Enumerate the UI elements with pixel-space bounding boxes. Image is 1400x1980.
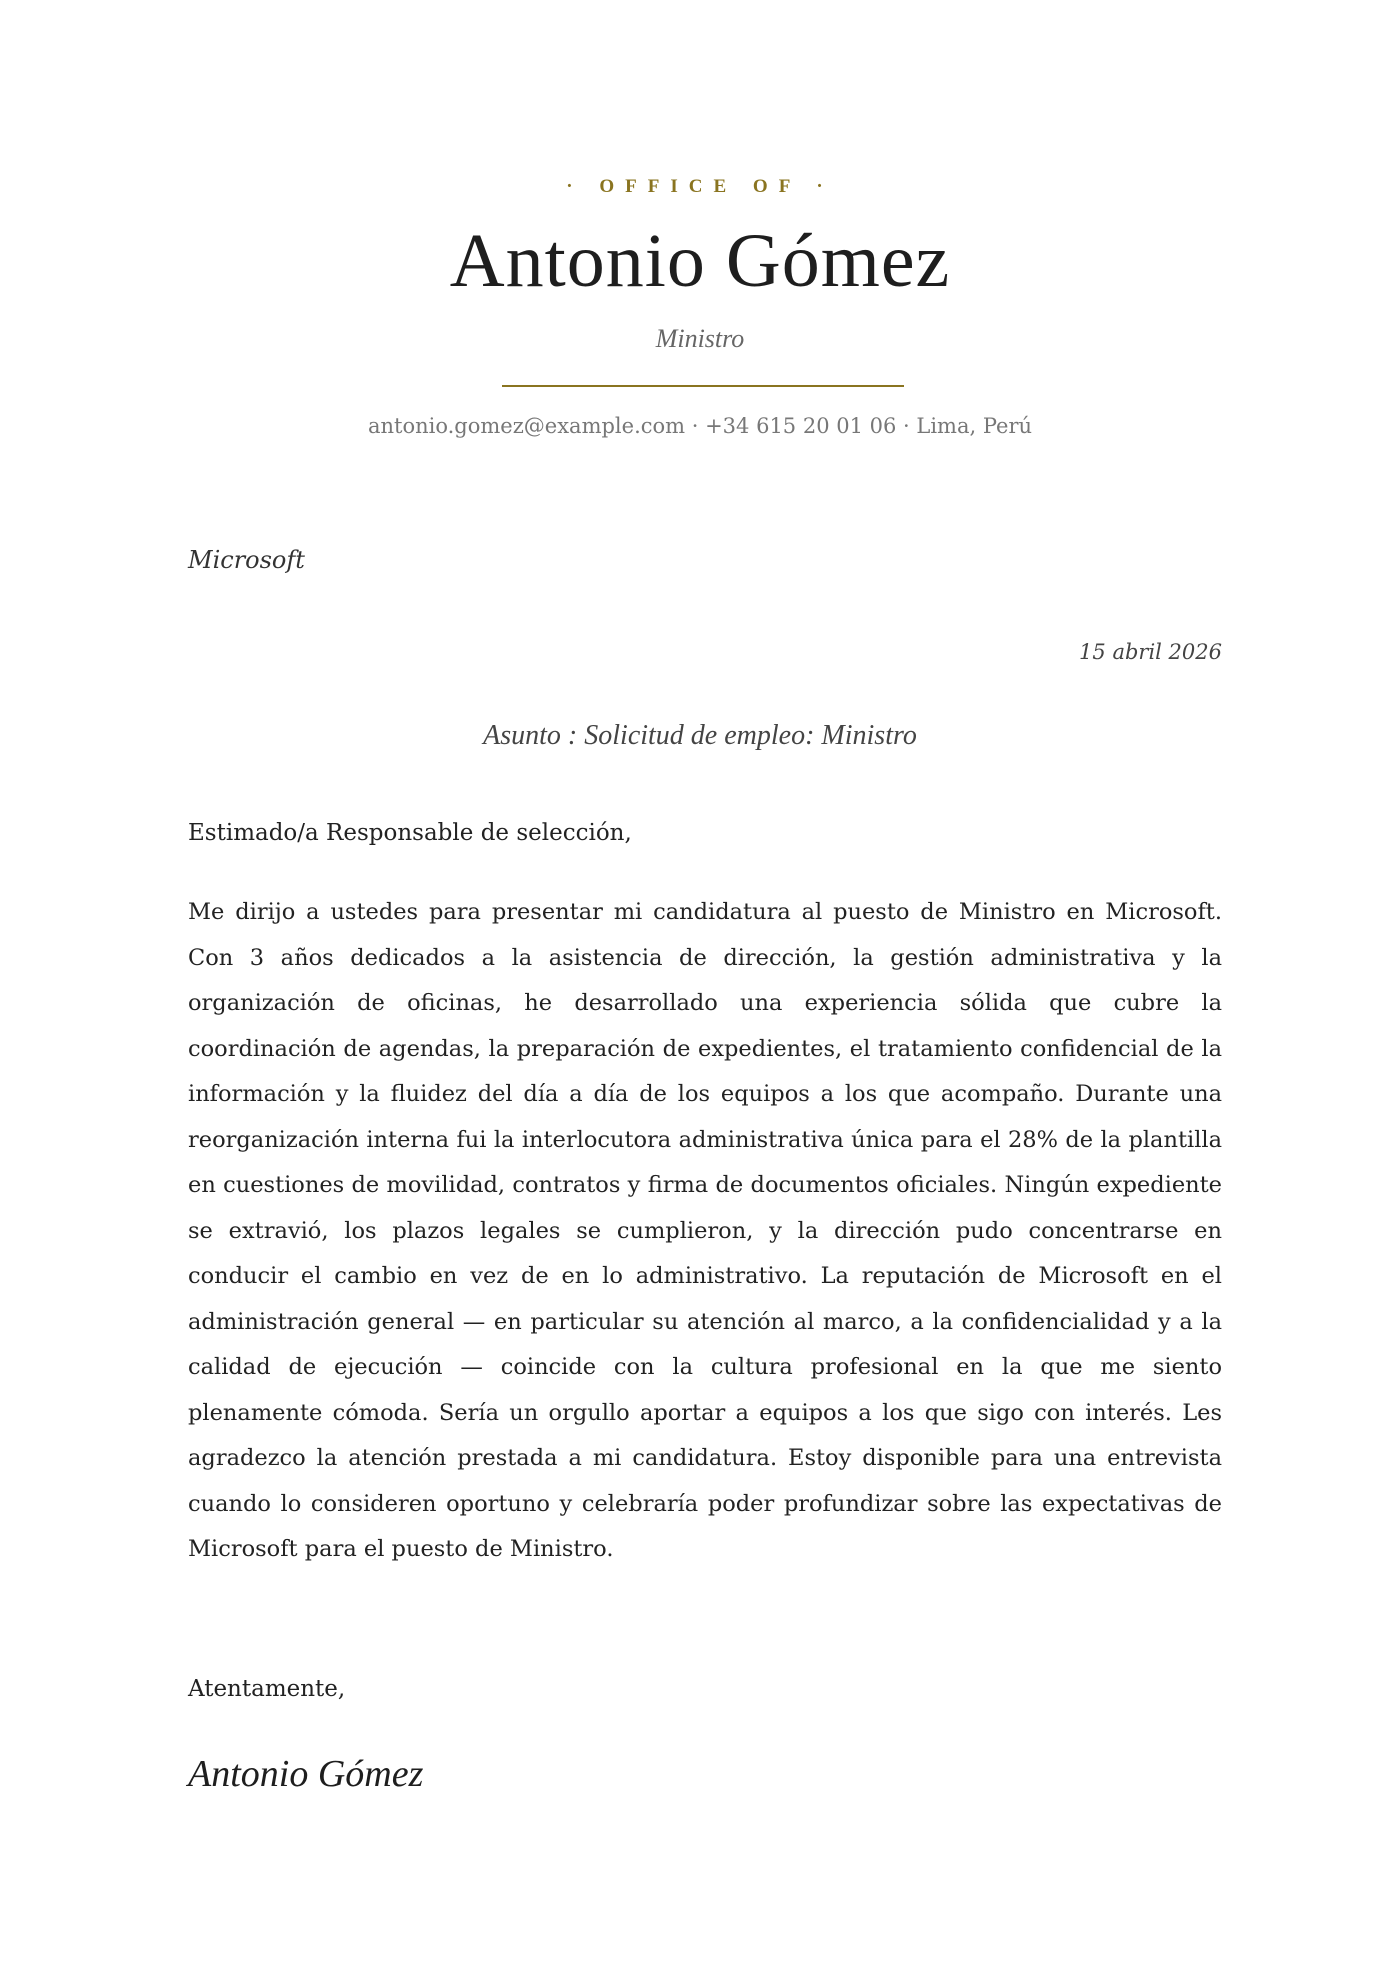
letter-body: Me dirijo a ustedes para presentar mi candidatura al puesto de Ministro en Microsoft. Con 3 años dedicados a la asistencia de dirección, la gestión administrativa y la organización de oficinas, he desarrollado una experiencia sólida que cubre la coordinación de agendas, la preparación de expedientes, el tratamiento confidencial de la información y la fluidez del día a día de los equipos a los que acompaño. Durante una reorganización interna fui la interlocutora administrativa única para el 28% de la plantilla en cuestiones de movilidad, contratos y firma de documentos oficiales. Ningún expediente se extravió, los plazos legales se cumplieron, y la dirección pudo concentrarse en conducir el cambio en vez de en lo administrativo. La reputación de Microsoft en el administración general — en particular su atención al marco, a la confidencialidad y a la calidad de ejecución — coincide con la cultura profesional en la que me siento plenamente cómoda. Sería un orgullo aportar a equipos a los que sigo con interés. Les agradezco la atención prestada a mi candidatura. Estoy disponible para una entrevista cuando lo consideren oportuno y celebraría poder profundizar sobre las expectativas de Microsoft para el puesto de Ministro. — [188, 899, 1222, 1562]
recipient: Microsoft — [188, 546, 305, 574]
signature: Antonio Gómez — [188, 1753, 424, 1795]
letter-subject: Asunto : Solicitud de empleo: Ministro — [483, 720, 917, 751]
letter-date: 15 abril 2026 — [1079, 640, 1222, 664]
header-divider — [502, 385, 904, 387]
closing: Atentamente, — [188, 1676, 346, 1702]
sender-name: Antonio Gómez — [449, 219, 951, 303]
sender-role: Ministro — [655, 324, 745, 353]
office-of-label: · OFFICE OF · — [566, 176, 834, 197]
salutation: Estimado/a Responsable de selección, — [188, 820, 632, 846]
sender-contact: antonio.gomez@example.com · +34 615 20 01 06 · Lima, Perú — [367, 414, 1033, 438]
